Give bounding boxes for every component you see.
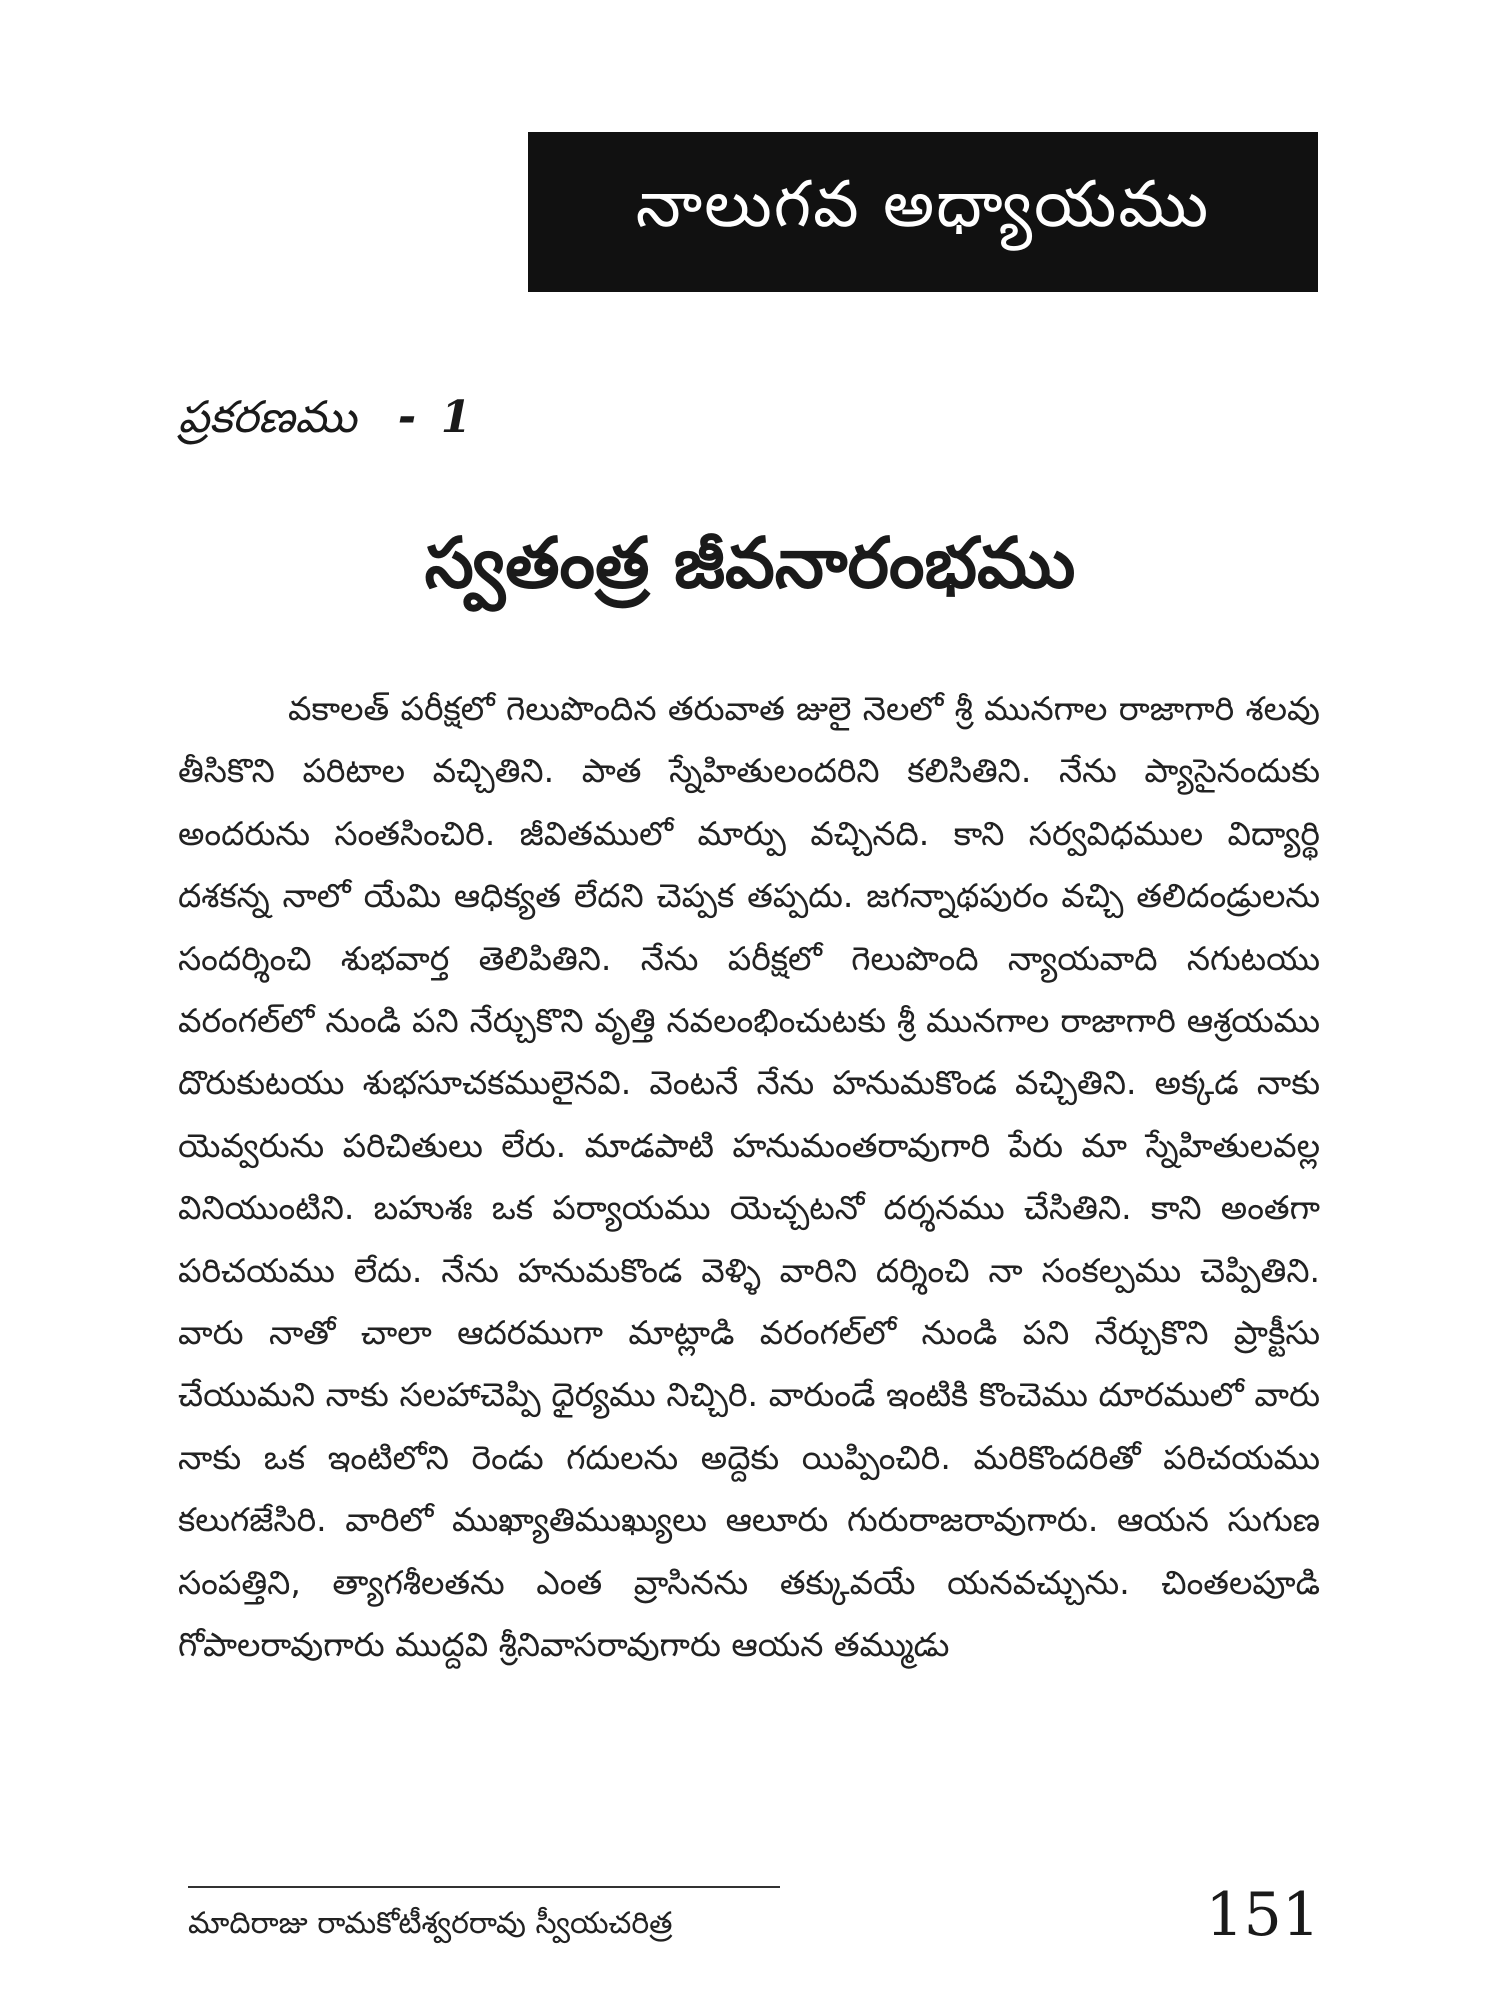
footer-running-title: మాదిరాజు రామకోటీశ్వరరావు స్వీయచరిత్ర xyxy=(188,1906,673,1941)
body-paragraph: వకాలత్ పరీక్షలో గెలుపొందిన తరువాత జులై నెలలో శ్రీ మునగాల రాజాగారి శలవు తీసికొని పరిటాల వచ్చితిని. పాత స్నేహితులందరిని కలిసితిని. నేను ప్యాసైనందుకు అందరును సంతసించిరి. జీవితములో మార్పు వచ్చినది. కాని సర్వవిధముల విద్యార్థి దశకన్న నాలో యేమి ఆధిక్యత లేదని చెప్పక తప్పదు. జగన్నాథపురం వచ్చి తలిదండ్రులను సందర్శించి శుభవార్త తెలిపితిని. నేను పరీక్షలో గెలుపొంది న్యాయవాది నగుటయు వరంగల్‌లో నుండి పని నేర్చుకొని వృత్తి నవలంభించుటకు శ్రీ మునగాల రాజాగారి ఆశ్రయము దొరుకుటయు శుభసూచకములైనవి. వెంటనే నేను హనుమకొండ వచ్చితిని. అక్కడ నాకు యెవ్వరును పరిచితులు లేరు. మాడపాటి హనుమంతరావుగారి పేరు మా స్నేహితులవల్ల వినియుంటిని. బహుశః ఒక పర్యాయము యెచ్చటనో దర్శనము చేసితిని. కాని అంతగా పరిచయము లేదు. నేను హనుమకొండ వెళ్ళి వారిని దర్శించి నా సంకల్పము చెప్పితిని. వారు నాతో చాలా ఆదరముగా మాట్లాడి వరంగల్‌లో నుండి పని నేర్చుకొని ప్రాక్టీసు చేయుమని నాకు సలహాచెప్పి ధైర్యము నిచ్చిరి. వారుండే ఇంటికి కొంచెము దూరములో వారు నాకు ఒక ఇంటిలోని రెండు గదులను అద్దెకు యిప్పించిరి. మరికొందరితో పరిచయము కలుగజేసిరి. వారిలో ముఖ్యాతిముఖ్యులు ఆలూరు గురురాజరావుగారు. ఆయన సుగుణ సంపత్తిని, త్యాగశీలతను ఎంత వ్రాసినను తక్కువయే యనవచ్చును. చింతలపూడి గోపాలరావుగారు ముద్దవి శ్రీనివాసరావుగారు ఆయన తమ్ముడు xyxy=(178,689,1320,1665)
section-word: ప్రకరణము xyxy=(178,392,357,443)
section-number: 1 xyxy=(440,392,472,443)
page-title: స్వతంత్ర జీవనారంభము xyxy=(424,522,1076,604)
section-separator: - xyxy=(398,392,417,443)
chapter-heading-banner xyxy=(528,132,1318,292)
section-label xyxy=(178,392,471,454)
chapter-title: నాలుగవ అధ్యాయము xyxy=(635,167,1211,242)
footer-divider xyxy=(188,1886,780,1888)
page-number: 151 xyxy=(1205,1880,1320,1950)
